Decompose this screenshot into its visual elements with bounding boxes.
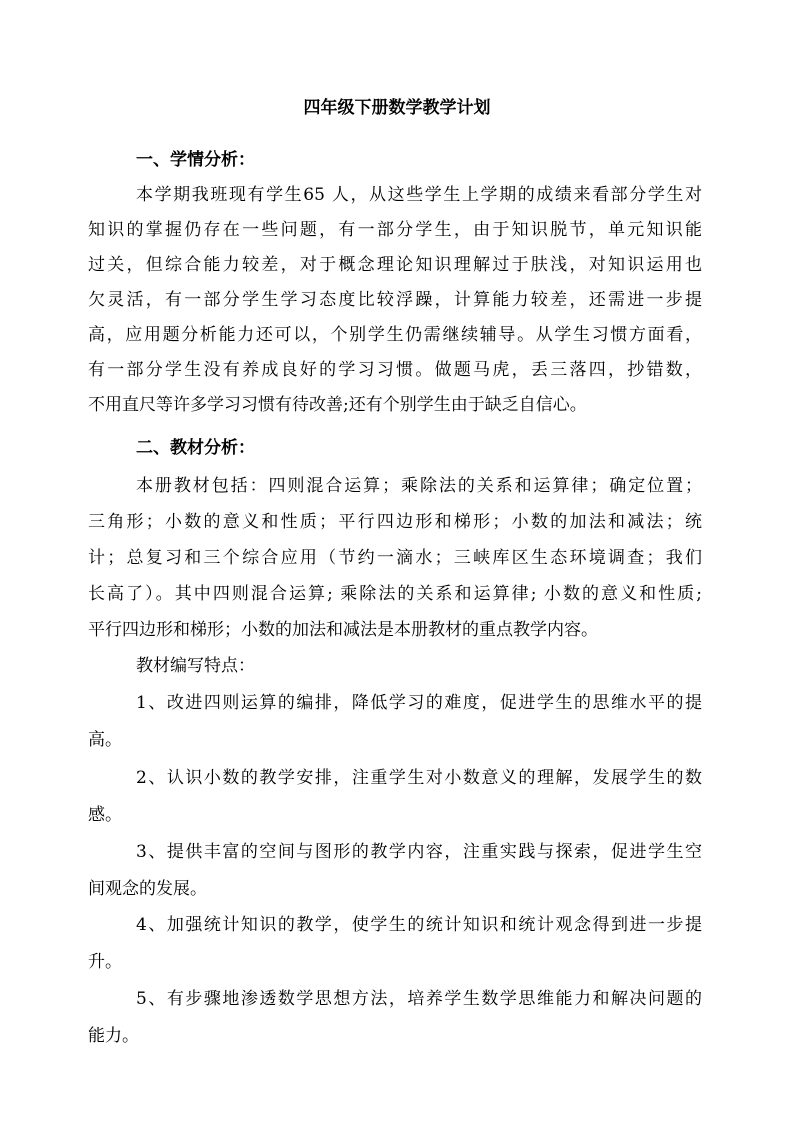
feature-item-5: 5、有步骤地渗透数学思想方法，培养学生数学思维能力和解决问题的 (136, 989, 702, 1009)
section-heading-textbook-analysis: 二、教材分析： (136, 438, 255, 458)
feature-item-2-continuation: 感。 (88, 805, 122, 825)
paragraph-line: 高，应用题分析能力还可以，个别学生仍需继续辅导。从学生习惯方面看， (88, 325, 702, 345)
paragraph-line: 本册教材包括：四则混合运算；乘除法的关系和运算律；确定位置； (136, 476, 702, 496)
feature-item-5-continuation: 能力。 (88, 1026, 139, 1046)
paragraph-line: 平行四边形和梯形；小数的加法和减法是本册教材的重点教学内容。 (88, 620, 598, 640)
paragraph-line: 不用直尺等许多学习习惯有待改善;还有个别学生由于缺乏自信心。 (88, 395, 587, 415)
paragraph-line: 长高了）。其中四则混合运算; 乘除法的关系和运算律; 小数的意义和性质; (88, 584, 702, 604)
feature-item-4: 4、加强统计知识的教学，使学生的统计知识和统计观念得到进一步提 (136, 915, 702, 935)
paragraph-line: 欠灵活，有一部分学生学习态度比较浮躁，计算能力较差，还需进一步提 (88, 290, 702, 310)
feature-item-2: 2、认识小数的教学安排，注重学生对小数意义的理解，发展学生的数 (136, 768, 702, 788)
section-heading-situation-analysis: 一、学情分析： (136, 150, 255, 170)
feature-item-4-continuation: 升。 (88, 952, 122, 972)
paragraph-line: 知识的掌握仍存在一些问题，有一部分学生，由于知识脱节，单元知识能 (88, 220, 702, 240)
paragraph-line: 本学期我班现有学生65 人，从这些学生上学期的成绩来看部分学生对 (136, 185, 702, 205)
paragraph-line: 计；总复习和三个综合应用（节约一滴水；三峡库区生态环境调查；我们 (88, 548, 702, 568)
feature-item-1: 1、改进四则运算的编排，降低学习的难度，促进学生的思维水平的提 (136, 693, 702, 713)
paragraph-line: 过关，但综合能力较差，对于概念理论知识理解过于肤浅，对知识运用也 (88, 255, 702, 275)
paragraph-line: 有一部分学生没有养成良好的学习习惯。做题马虎，丢三落四，抄错数， (88, 360, 702, 380)
paragraph-line: 三角形；小数的意义和性质；平行四边形和梯形；小数的加法和减法；统 (88, 512, 702, 532)
feature-item-3-continuation: 间观念的发展。 (88, 879, 207, 899)
feature-item-1-continuation: 高。 (88, 730, 122, 750)
document-title: 四年级下册数学教学计划 (303, 98, 491, 118)
features-label: 教材编写特点： (136, 656, 255, 676)
feature-item-3: 3、提供丰富的空间与图形的教学内容，注重实践与探索，促进学生空 (136, 842, 702, 862)
